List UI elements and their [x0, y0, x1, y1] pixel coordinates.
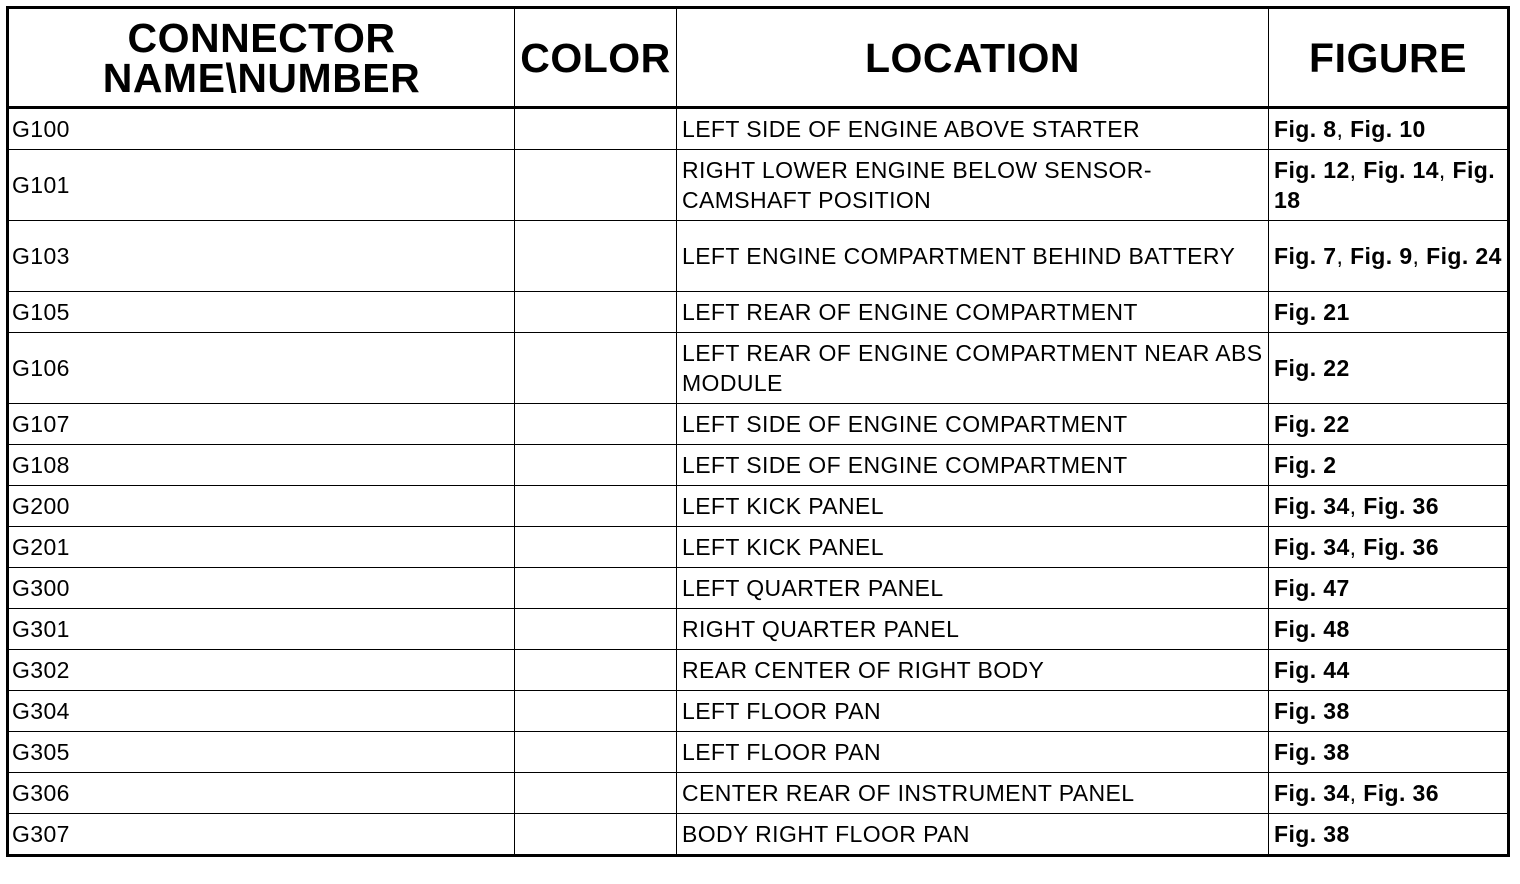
figure-reference: Fig. 18	[1274, 157, 1495, 213]
figure-reference: Fig. 21	[1274, 299, 1350, 325]
figure-reference: Fig. 7	[1274, 243, 1337, 269]
figure-reference: Fig. 8	[1274, 116, 1337, 142]
connector-color-cell	[515, 527, 677, 568]
connector-figure-cell: Fig. 7, Fig. 9, Fig. 24	[1269, 221, 1509, 292]
figure-reference: Fig. 38	[1274, 698, 1350, 724]
header-connector-name	[8, 8, 515, 108]
connector-name-cell: G200	[8, 486, 515, 527]
figure-reference: Fig. 12	[1274, 157, 1350, 183]
connector-location-cell: LEFT KICK PANEL	[677, 486, 1269, 527]
connector-figure-cell: Fig. 34, Fig. 36	[1269, 527, 1509, 568]
connector-location-cell: RIGHT QUARTER PANEL	[677, 609, 1269, 650]
connector-location-cell: LEFT FLOOR PAN	[677, 732, 1269, 773]
table-row	[8, 486, 1509, 527]
figure-reference: Fig. 2	[1274, 452, 1337, 478]
figure-reference: Fig. 36	[1363, 780, 1439, 806]
connector-figure-cell	[1269, 609, 1509, 650]
table-row	[8, 527, 1509, 568]
connector-location-cell: LEFT SIDE OF ENGINE COMPARTMENT	[677, 445, 1269, 486]
connector-location-cell: LEFT REAR OF ENGINE COMPARTMENT NEAR ABS MODULE	[677, 333, 1269, 404]
header-figure: FIGURE	[1269, 8, 1509, 108]
connector-color-cell	[515, 486, 677, 527]
figure-reference: Fig. 34	[1274, 534, 1350, 560]
connector-color-cell	[515, 445, 677, 486]
figure-reference: Fig. 36	[1363, 493, 1439, 519]
connector-figure-cell: Fig. 34, Fig. 36	[1269, 486, 1509, 527]
table-row	[8, 814, 1509, 856]
connector-location-cell: LEFT KICK PANEL	[677, 527, 1269, 568]
header-location: LOCATION	[677, 8, 1269, 108]
header-connector-name-line1: CONNECTOR	[127, 14, 396, 61]
connector-name-cell: G306	[8, 773, 515, 814]
connector-color-cell	[515, 732, 677, 773]
figure-reference: Fig. 47	[1274, 575, 1350, 601]
connector-figure-cell	[1269, 691, 1509, 732]
connector-name-cell: G302	[8, 650, 515, 691]
connector-name-cell: G201	[8, 527, 515, 568]
table-row	[8, 609, 1509, 650]
connector-table	[6, 6, 1510, 857]
connector-color-cell	[515, 292, 677, 333]
header-row	[8, 8, 1509, 108]
connector-figure-cell	[1269, 650, 1509, 691]
table-row	[8, 568, 1509, 609]
connector-location-cell: LEFT SIDE OF ENGINE ABOVE STARTER	[677, 108, 1269, 150]
connector-figure-cell	[1269, 292, 1509, 333]
figure-reference: Fig. 38	[1274, 821, 1350, 847]
table-body	[8, 108, 1509, 856]
table-row	[8, 691, 1509, 732]
table-row	[8, 221, 1509, 292]
figure-reference: Fig. 9	[1350, 243, 1413, 269]
connector-color-cell	[515, 404, 677, 445]
connector-color-cell	[515, 333, 677, 404]
table-row	[8, 773, 1509, 814]
connector-color-cell	[515, 568, 677, 609]
connector-color-cell	[515, 650, 677, 691]
connector-name-cell: G300	[8, 568, 515, 609]
figure-reference: Fig. 22	[1274, 355, 1350, 381]
figure-reference: Fig. 48	[1274, 616, 1350, 642]
connector-figure-cell	[1269, 732, 1509, 773]
connector-name-cell: G100	[8, 108, 515, 150]
connector-color-cell	[515, 814, 677, 856]
table-row	[8, 404, 1509, 445]
figure-reference: Fig. 10	[1350, 116, 1426, 142]
connector-name-cell: G107	[8, 404, 515, 445]
figure-reference: Fig. 34	[1274, 780, 1350, 806]
connector-name-cell: G106	[8, 333, 515, 404]
connector-location-cell: RIGHT LOWER ENGINE BELOW SENSOR-CAMSHAFT POSITION	[677, 150, 1269, 221]
connector-color-cell	[515, 150, 677, 221]
connector-color-cell	[515, 221, 677, 292]
connector-color-cell	[515, 691, 677, 732]
connector-figure-cell	[1269, 814, 1509, 856]
table-row	[8, 150, 1509, 221]
connector-figure-cell	[1269, 445, 1509, 486]
connector-name-cell: G304	[8, 691, 515, 732]
connector-location-cell: LEFT ENGINE COMPARTMENT BEHIND BATTERY	[677, 221, 1269, 292]
connector-color-cell	[515, 773, 677, 814]
connector-figure-cell: Fig. 8, Fig. 10	[1269, 108, 1509, 150]
connector-name-cell: G307	[8, 814, 515, 856]
connector-figure-cell	[1269, 568, 1509, 609]
connector-location-cell: BODY RIGHT FLOOR PAN	[677, 814, 1269, 856]
connector-location-cell: REAR CENTER OF RIGHT BODY	[677, 650, 1269, 691]
table-row	[8, 108, 1509, 150]
table-row	[8, 333, 1509, 404]
figure-reference: Fig. 34	[1274, 493, 1350, 519]
table-header	[8, 8, 1509, 108]
connector-name-cell: G101	[8, 150, 515, 221]
connector-location-cell: LEFT QUARTER PANEL	[677, 568, 1269, 609]
connector-name-cell: G105	[8, 292, 515, 333]
connector-figure-cell: Fig. 34, Fig. 36	[1269, 773, 1509, 814]
connector-location-cell: CENTER REAR OF INSTRUMENT PANEL	[677, 773, 1269, 814]
figure-reference: Fig. 14	[1363, 157, 1439, 183]
connector-location-cell: LEFT FLOOR PAN	[677, 691, 1269, 732]
table-row	[8, 445, 1509, 486]
connector-name-cell: G305	[8, 732, 515, 773]
figure-reference: Fig. 44	[1274, 657, 1350, 683]
connector-location-cell: LEFT SIDE OF ENGINE COMPARTMENT	[677, 404, 1269, 445]
connector-name-cell: G108	[8, 445, 515, 486]
connector-figure-cell: Fig. 12, Fig. 14, Fig. 18	[1269, 150, 1509, 221]
connector-location-cell: LEFT REAR OF ENGINE COMPARTMENT	[677, 292, 1269, 333]
connector-figure-cell	[1269, 404, 1509, 445]
figure-reference: Fig. 36	[1363, 534, 1439, 560]
table-row	[8, 732, 1509, 773]
figure-reference: Fig. 38	[1274, 739, 1350, 765]
figure-reference: Fig. 22	[1274, 411, 1350, 437]
header-connector-name-line2: NAME\NUMBER	[102, 54, 421, 101]
table-row	[8, 650, 1509, 691]
figure-reference: Fig. 24	[1426, 243, 1502, 269]
connector-color-cell	[515, 108, 677, 150]
connector-name-cell: G103	[8, 221, 515, 292]
connector-figure-cell	[1269, 333, 1509, 404]
header-color: COLOR	[515, 8, 677, 108]
table-row	[8, 292, 1509, 333]
connector-name-cell: G301	[8, 609, 515, 650]
connector-color-cell	[515, 609, 677, 650]
